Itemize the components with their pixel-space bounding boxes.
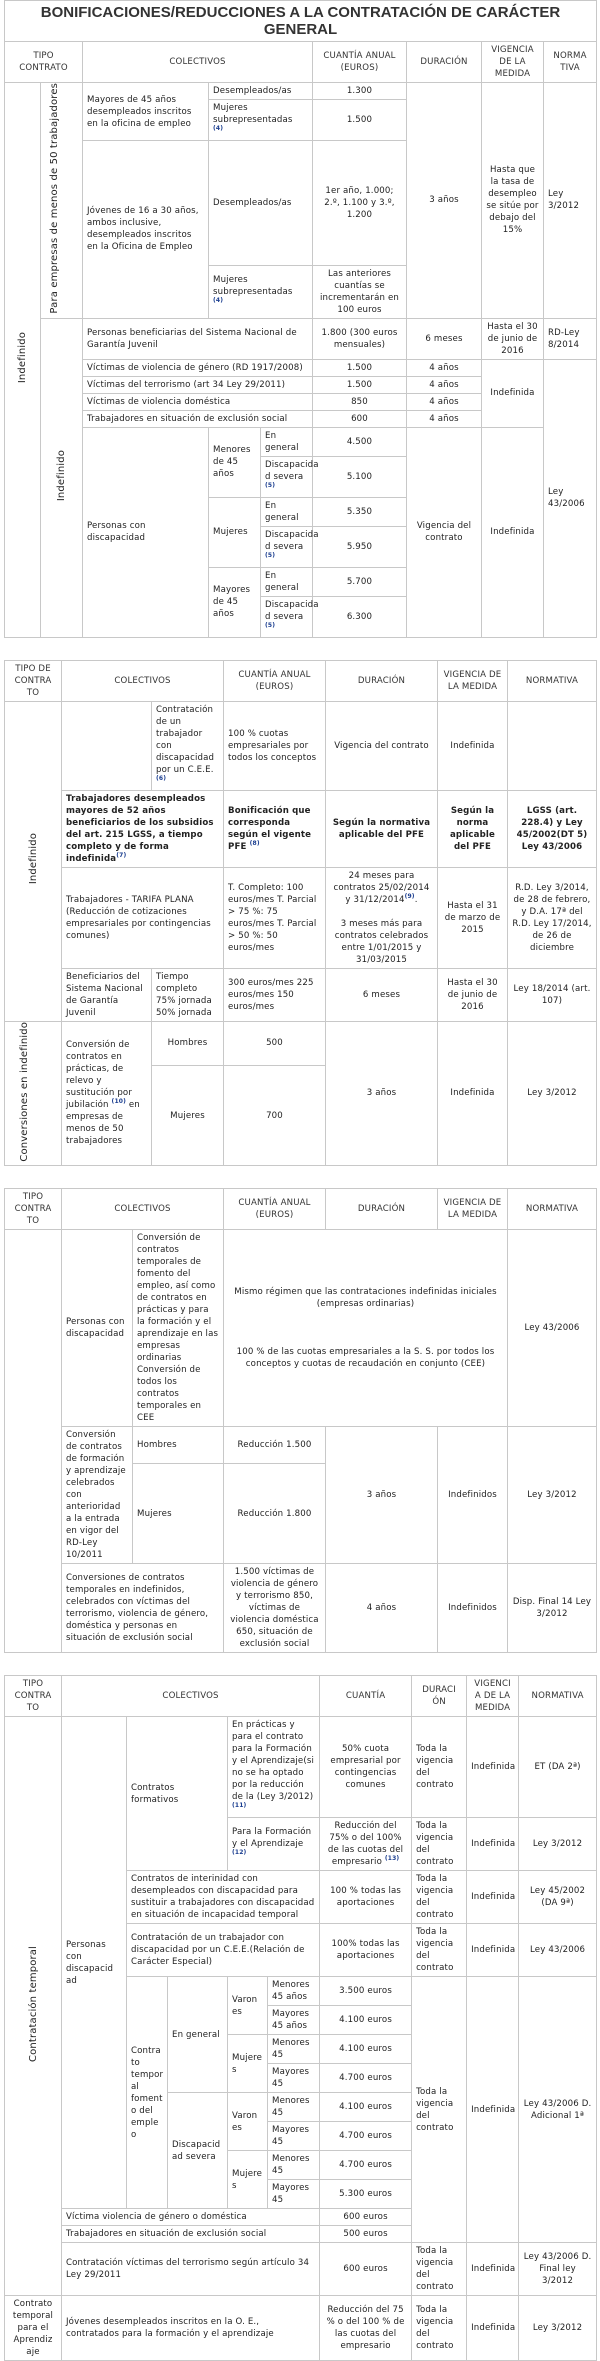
normativa: Ley 3/2012	[508, 1427, 597, 1564]
interinidad-label: Contratos de interinidad con desempleados con discapacidad para sustituir a trabajadores con discapacidad en situación de incapacidad temporal	[127, 1871, 320, 1924]
disc-text: Mismo régimen que las contrataciones indefinidas iniciales (empresas ordinarias) 100 % de las cuotas empresariales a la S. S. por todos los conceptos y cuotas de recaudación en conjunto (CEE)	[224, 1230, 508, 1427]
vigencia: Indefinida	[467, 1924, 519, 1977]
amount: Bonificación que corresponda según el vigente PFE $^{(8)}$	[224, 790, 326, 867]
amount: 4.100 euros	[320, 2093, 412, 2122]
table-row	[5, 968, 597, 1021]
header-vigencia: VIGENCIA DE LA MEDIDA	[438, 660, 508, 701]
duration: 4 años	[407, 376, 482, 393]
table-row	[5, 1427, 597, 1464]
normativa: Ley 3/2012	[519, 1818, 597, 1871]
normativa: Ley 43/2006 D. Final ley 3/2012	[519, 2243, 597, 2296]
vigencia: Indefinida	[467, 2296, 519, 2361]
amount: Reducción 1.500	[224, 1427, 326, 1464]
conversion-label: Conversión de contratos en prácticas, de relevo y sustitución por jubilación $^{(10)}$ en empresas de menos de 50 trabajadores	[62, 1021, 152, 1166]
amount: 5.300 euros	[320, 2180, 412, 2209]
table-general	[4, 0, 597, 638]
duration: 3 años	[326, 1021, 438, 1166]
header-normativa: NORMATIVA	[508, 660, 597, 701]
age-label: Mayores 45 años	[268, 2006, 320, 2035]
normativa: Ley 18/2014 (art. 107)	[508, 968, 597, 1021]
sub-label: Discapacida d severa $^{(5)}$	[261, 596, 313, 637]
amount: 100% todas las aportaciones	[320, 1924, 412, 1977]
page-title: BONIFICACIONES/REDUCCIONES A LA CONTRATACIÓN DE CARÁCTER GENERAL	[5, 1, 597, 42]
table-row	[5, 427, 597, 456]
amount: T. Completo: 100 euros/mes T. Parcial > 75 %: 75 euros/mes T. Parcial > 50 %: 50 euros/mes	[224, 867, 326, 968]
vigencia: Según la norma aplicable del PFE	[438, 790, 508, 867]
footnote-ref[interactable]: (11)	[232, 1802, 247, 1810]
footnote-ref[interactable]: (10)	[111, 1098, 126, 1106]
amount: 500	[224, 1021, 326, 1066]
formacion-label: Conversión de contratos de formación y aprendizaje celebrados con anterioridad a la entrada en vigor del RD-Ley 10/2011	[62, 1427, 133, 1564]
amount: Reducción del 75% o del 100% de las cuotas del empresario $^{(13)}$	[320, 1818, 412, 1871]
vigencia: Indefinida	[482, 359, 544, 427]
normativa: Ley 3/2012	[544, 83, 597, 319]
mayores45-label: Mayores de 45 años desempleados inscritos en la oficina de empleo	[83, 83, 209, 141]
duration: 4 años	[407, 410, 482, 427]
vigencia: Indefinidos	[438, 1564, 508, 1653]
table-row	[5, 2243, 597, 2296]
vigencia: Indefinida	[467, 1717, 519, 1818]
duration: Toda la vigencia del contrato	[412, 1818, 467, 1871]
table-row	[5, 701, 597, 790]
victimas-label: Víctimas de violencia de género (RD 1917/2008)	[83, 359, 313, 376]
header-tipo: TIPO CONTRA TO	[5, 1676, 62, 1717]
amount: 4.700 euros	[320, 2064, 412, 2093]
vigencia: Indefinida	[467, 1818, 519, 1871]
normativa: Ley 43/2006 D. Adicional 1ª	[519, 1977, 597, 2243]
header-tipo: TIPO CONTRA TO	[5, 1189, 62, 1230]
header-duracion: DURACIÓN	[326, 1189, 438, 1230]
table-header	[5, 660, 597, 701]
duration: 24 meses para contratos 25/02/2014 y 31/12/2014$^{(9)}$. 3 meses más para contratos celebrados entre 1/01/2015 y 31/03/2015	[326, 867, 438, 968]
garantia-label: Beneficiarios del Sistema Nacional de Garantía Juvenil	[62, 968, 152, 1021]
age-group: Menores de 45 años	[209, 427, 261, 497]
table-row	[5, 318, 597, 359]
sub-label: Mujeres	[152, 1066, 224, 1166]
header-tipo: TIPO DE CONTRA TO	[5, 660, 62, 701]
normativa: LGSS (art. 228.4) y Ley 45/2002(DT 5) Ley 43/2006	[508, 790, 597, 867]
vgd-label: Víctima violencia de género o doméstica	[62, 2209, 320, 2226]
header-cuantia: CUANTÍA	[320, 1676, 412, 1717]
sub-label: Desempleados/as	[209, 141, 313, 266]
sub-label: Mujeres subrepresentadas $^{(4)}$	[209, 100, 313, 141]
aprendizaje-label: Jóvenes desempleados inscritos en la O. E., contratados para la formación y el aprendizaje	[62, 2296, 320, 2361]
header-duracion: DURACIÓN	[407, 42, 482, 83]
duration: Vigencia del contrato	[407, 427, 482, 637]
vigencia: Hasta que la tasa de desempleo se sitúe por debajo del 15%	[482, 83, 544, 319]
victimas-label: Conversiones de contratos temporales en indefinidos, celebrados con víctimas del terrorismo, violencia de género, doméstica y personas en situación de exclusión social	[62, 1564, 224, 1653]
disc-label: Personas con discapacidad	[62, 1230, 133, 1427]
duration: Vigencia del contrato	[326, 701, 438, 790]
normativa: R.D. Ley 3/2014, de 28 de febrero, y D.A. 17ª del R.D. Ley 17/2014, de 26 de diciembre	[508, 867, 597, 968]
amount: 3.500 euros	[320, 1977, 412, 2006]
amount: Reducción del 75 % o del 100 % de las cuotas del empresario	[320, 2296, 412, 2361]
amount: 1.800 (300 euros mensuales)	[313, 318, 407, 359]
footnote-ref[interactable]: (7)	[116, 851, 127, 859]
table-row	[5, 1230, 597, 1427]
vigencia: Indefinidos	[438, 1427, 508, 1564]
duration: Toda la vigencia del contrato	[412, 1717, 467, 1818]
amount: 500 euros	[320, 2226, 412, 2243]
amount: 5.700	[313, 567, 407, 596]
age-label: Mayores 45	[268, 2122, 320, 2151]
header-normativa: NORMATIVA	[519, 1676, 597, 1717]
duration: 6 meses	[407, 318, 482, 359]
table-header	[5, 42, 597, 83]
age-label: Menores 45 años	[268, 1977, 320, 2006]
header-duracion: DURACI ÓN	[412, 1676, 467, 1717]
duration: Toda la vigencia del contrato	[412, 1871, 467, 1924]
victimas-label: Víctimas de violencia doméstica	[83, 393, 313, 410]
table-row	[5, 1021, 597, 1066]
duration: Toda la vigencia del contrato	[412, 1977, 467, 2243]
footnote-ref[interactable]: (12)	[232, 1849, 247, 1857]
age-group: Mayores de 45 años	[209, 567, 261, 637]
vigencia: Indefinida	[467, 1977, 519, 2243]
duration: 4 años	[326, 1564, 438, 1653]
footnote-ref[interactable]: (8)	[249, 839, 260, 847]
group-small-companies: Para empresas de menos de 50 trabajadores	[41, 83, 83, 319]
gender-label: Varon es	[228, 2093, 268, 2151]
sub-label: Conversión de contratos temporales de fomento del empleo, así como de contratos en prácticas y para la formación y el aprendizaje en las empresas ordinarias Conversión de todos los contratos temporales en CEE	[133, 1230, 224, 1427]
formativos-label: Contratos formativos	[127, 1717, 228, 1871]
empty-cell	[62, 701, 152, 790]
normativa: Ley 43/2006	[508, 1230, 597, 1427]
age-label: Menores 45	[268, 2093, 320, 2122]
normativa: Ley 45/2002 (DA 9ª)	[519, 1871, 597, 1924]
garantia-label: Personas beneficiarias del Sistema Nacional de Garantía Juvenil	[83, 318, 313, 359]
duration: Toda la vigencia del contrato	[412, 2243, 467, 2296]
table-row	[5, 1717, 597, 1818]
duration: 4 años	[407, 393, 482, 410]
header-colectivos: COLECTIVOS	[62, 1676, 320, 1717]
sub-label: Discapacida d severa $^{(5)}$	[261, 526, 313, 567]
amount: 4.500	[313, 427, 407, 456]
victimas-label: Trabajadores en situación de exclusión social	[83, 410, 313, 427]
cee-label: Contratación de un trabajador con discapacidad por un C.E.E.(Relación de Carácter Especial)	[127, 1924, 320, 1977]
exclusion-label: Trabajadores en situación de exclusión social	[62, 2226, 320, 2243]
amount: 4.700 euros	[320, 2122, 412, 2151]
header-vigencia: VIGENCI A DE LA MEDIDA	[467, 1676, 519, 1717]
footnote-ref[interactable]: (5)	[265, 551, 276, 559]
sub-label: Discapacida d severa $^{(5)}$	[261, 456, 313, 497]
header-cuantia: CUANTÍA ANUAL (EUROS)	[224, 660, 326, 701]
vigencia: Indefinida	[438, 1021, 508, 1166]
amount: 1.500	[313, 376, 407, 393]
terrorismo-label: Contratación víctimas del terrorismo según artículo 34 Ley 29/2011	[62, 2243, 320, 2296]
vigencia: Indefinida	[438, 701, 508, 790]
header-vigencia: VIGENCIA DE LA MEDIDA	[482, 42, 544, 83]
footnote-ref[interactable]: (6)	[156, 774, 167, 782]
normativa: ET (DA 2ª)	[519, 1717, 597, 1818]
group-label: En general	[168, 1977, 228, 2093]
amount: 850	[313, 393, 407, 410]
discapacidad-label: Personas con discapacidad	[83, 427, 209, 637]
amount: 600 euros	[320, 2243, 412, 2296]
vigencia: Indefinida	[482, 427, 544, 637]
duration: Toda la vigencia del contrato	[412, 2296, 467, 2361]
table-row	[5, 790, 597, 867]
vigencia: Hasta el 30 de junio de 2016	[482, 318, 544, 359]
tarifa-label: Trabajadores - TARIFA PLANA (Reducción de cotizaciones empresariales por contingencias comunes)	[62, 867, 224, 968]
amount: 4.100 euros	[320, 2006, 412, 2035]
sub-label: Desempleados/as	[209, 83, 313, 100]
footnote-ref[interactable]: (5)	[265, 481, 276, 489]
normativa: Ley 43/2006	[519, 1924, 597, 1977]
amount: 1.300	[313, 83, 407, 100]
duration: Según la normativa aplicable del PFE	[326, 790, 438, 867]
normativa: Ley 3/2012	[519, 2296, 597, 2361]
age-label: Menores 45	[268, 2151, 320, 2180]
amount: 4.100 euros	[320, 2035, 412, 2064]
table-conversiones	[4, 1188, 597, 1653]
amount: 1.500	[313, 359, 407, 376]
tipo-indefinido: Indefinido	[5, 701, 62, 1021]
victimas-label: Víctimas del terrorismo (art 34 Ley 29/2011)	[83, 376, 313, 393]
amount: 100 % todas las aportaciones	[320, 1871, 412, 1924]
mayores52-label: Trabajadores desempleados mayores de 52 años beneficiarios de los subsidios del art. 215 LGSS, a tiempo completo y de forma indefinida$^{(7)}$	[62, 790, 224, 867]
table-row	[5, 867, 597, 968]
table-temporal	[4, 1675, 597, 2361]
amount: 5.100	[313, 456, 407, 497]
header-cuantia: CUANTÍA ANUAL (EUROS)	[313, 42, 407, 83]
fomento-label: Contra to tempor al foment o del emple o	[127, 1977, 168, 2209]
sub-label: En prácticas y para el contrato para la Formación y el Aprendizaje(si no se ha optado por la reducción de la (Ley 3/2012)$^{(11)}$	[228, 1717, 320, 1818]
amount: 700	[224, 1066, 326, 1166]
normativa	[508, 701, 597, 790]
empty-cell	[5, 1230, 62, 1653]
amount: 1er año, 1.000; 2.º, 1.100 y 3.º, 1.200	[313, 141, 407, 266]
group-indefinido: Indefinido	[41, 318, 83, 637]
amount: 600 euros	[320, 2209, 412, 2226]
amount: 6.300	[313, 596, 407, 637]
header-vigencia: VIGENCIA DE LA MEDIDA	[438, 1189, 508, 1230]
footnote-ref[interactable]: (4)	[213, 296, 224, 304]
header-cuantia: CUANTÍA ANUAL (EUROS)	[224, 1189, 326, 1230]
vigencia: Indefinida	[467, 1871, 519, 1924]
header-normativa: NORMATIVA	[508, 1189, 597, 1230]
footnote-ref[interactable]: (9)	[404, 892, 415, 900]
age-group: Mujeres	[209, 497, 261, 567]
header-duracion: DURACIÓN	[326, 660, 438, 701]
gender-label: Mujere s	[228, 2035, 268, 2093]
duration: 4 años	[407, 359, 482, 376]
header-normativa: NORMA TIVA	[544, 42, 597, 83]
sub-label: Para la Formación y el Aprendizaje $^{(12)}$	[228, 1818, 320, 1871]
amount: 1.500 víctimas de violencia de género y terrorismo 850, víctimas de violencia doméstica 650, situación de exclusión social	[224, 1564, 326, 1653]
tipo-aprendizaje: Contrato temporal para el Aprendiz aje	[5, 2296, 62, 2361]
amount: 1.500	[313, 100, 407, 141]
amount: 5.350	[313, 497, 407, 526]
header-tipo: TIPO CONTRATO	[5, 42, 83, 83]
tipo-conversiones: Conversiones en indefinido	[5, 1021, 62, 1166]
amount: Las anteriores cuantías se incrementarán en 100 euros	[313, 265, 407, 318]
sub-label: Mujeres subrepresentadas $^{(4)}$	[209, 265, 313, 318]
sub-label: Hombres	[133, 1427, 224, 1464]
age-label: Mayores 45	[268, 2064, 320, 2093]
amount: 100 % cuotas empresariales por todos los conceptos	[224, 701, 326, 790]
footnote-ref[interactable]: (5)	[265, 621, 276, 629]
cee-label: Contratación de un trabajador con discapacidad por un C.E.E. $^{(6)}$	[152, 701, 224, 790]
amount: 300 euros/mes 225 euros/mes 150 euros/mes	[224, 968, 326, 1021]
table-row	[5, 1564, 597, 1653]
amount: 4.700 euros	[320, 2151, 412, 2180]
group-label: Discapacid ad severa	[168, 2093, 228, 2209]
table-row	[5, 2296, 597, 2361]
amount: 600	[313, 410, 407, 427]
duration: 3 años	[407, 83, 482, 319]
normativa: Ley 3/2012	[508, 1021, 597, 1166]
sub-label: En general	[261, 497, 313, 526]
vigencia: Indefinida	[467, 2243, 519, 2296]
normativa: Ley 43/2006	[544, 359, 597, 637]
table-row	[5, 359, 597, 376]
gender-label: Varon es	[228, 1977, 268, 2035]
table-header	[5, 1676, 597, 1717]
table-indefinido	[4, 660, 597, 1167]
tipo-indefinido: Indefinido	[5, 83, 41, 638]
sub-label: Mujeres	[133, 1464, 224, 1564]
vigencia: Hasta el 31 de marzo de 2015	[438, 867, 508, 968]
table-row	[5, 83, 597, 100]
table-header	[5, 1189, 597, 1230]
header-colectivos: COLECTIVOS	[83, 42, 313, 83]
amount: 5.950	[313, 526, 407, 567]
sub-label: En general	[261, 567, 313, 596]
footnote-ref[interactable]: (4)	[213, 125, 224, 133]
header-colectivos: COLECTIVOS	[62, 660, 224, 701]
footnote-ref[interactable]: (13)	[384, 1855, 400, 1863]
duration: 3 años	[326, 1427, 438, 1564]
vigencia: Hasta el 30 de junio de 2016	[438, 968, 508, 1021]
duration: Toda la vigencia del contrato	[412, 1924, 467, 1977]
amount: Reducción 1.800	[224, 1464, 326, 1564]
age-label: Menores 45	[268, 2035, 320, 2064]
age-label: Mayores 45	[268, 2180, 320, 2209]
tipo-temporal: Contratación temporal	[5, 1717, 62, 2296]
amount: 50% cuota empresarial por contingencias comunes	[320, 1717, 412, 1818]
normativa: Disp. Final 14 Ley 3/2012	[508, 1564, 597, 1653]
gender-label: Mujere s	[228, 2151, 268, 2209]
duration: 6 meses	[326, 968, 438, 1021]
jovenes-label: Jóvenes de 16 a 30 años, ambos inclusive, desempleados inscritos en la Oficina de Empleo	[83, 141, 209, 319]
normativa: RD-Ley 8/2014	[544, 318, 597, 359]
disc-label: Personas con discapacid ad	[62, 1717, 127, 2209]
sub-label: En general	[261, 427, 313, 456]
sub-label: Hombres	[152, 1021, 224, 1066]
header-colectivos: COLECTIVOS	[62, 1189, 224, 1230]
sub-label: Tiempo completo 75% jornada 50% jornada	[152, 968, 224, 1021]
